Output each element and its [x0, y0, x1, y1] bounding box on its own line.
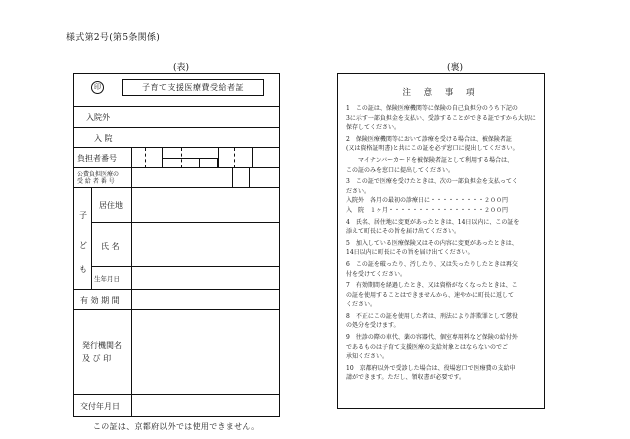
issue-date-row [74, 395, 279, 417]
back-side-label: (裏) [447, 63, 464, 73]
form-id: 様式第2号(第5条関係) [66, 33, 161, 43]
recipient-cell-divider [131, 168, 132, 188]
front-side-label: (表) [173, 63, 190, 73]
issuer-divider [131, 310, 132, 395]
inpatient-outside-row [74, 107, 279, 128]
name-label: 氏 名 [101, 242, 120, 251]
child-label-divider [131, 188, 132, 289]
card-title: 子育て支援医療費受給者証 [122, 79, 264, 96]
valid-period-divider [131, 290, 132, 310]
note-item: 8 不正にこの証を使用した者は、刑法により詐欺罪として懲役 の処分を受けます。 [346, 312, 518, 330]
child-info-group [74, 188, 279, 290]
payer-cell-divider [145, 148, 146, 168]
note-item: 4 氏名、居住地に変更があったときは、14日以内に、この証を 添えて町長にその旨を届け出てください。 [346, 218, 520, 236]
child-group-divider [91, 188, 92, 289]
payer-number-row [74, 148, 279, 168]
back-card [337, 73, 545, 409]
name-divider [91, 266, 279, 267]
valid-period-row [74, 290, 279, 310]
note-item: 10 京都府以外で受診した場合は、役場窓口で医療費の支給申 請ができます。ただし、領収書が必要です。 [346, 364, 516, 382]
issue-date-label: 交付年月日 [80, 402, 120, 411]
payer-cell-divider [234, 148, 235, 168]
notes-title: 注 意 事 項 [402, 88, 480, 98]
recipient-label-line2: 受 給 者 番 号 [77, 178, 115, 185]
note-item: 1 この証は、保険医療機関等に保険の自己負担分のうち下記の 3に示す一部負担金を支払い、受診することができる証ですから大切に保存してください。 [346, 105, 536, 132]
child-vertical-char: も [79, 265, 87, 274]
note-item: マイナンバーカードを被保険者証として利用する場合は、 この証のみを窓口に提出してください。 [346, 156, 514, 174]
title-row [74, 74, 279, 107]
birthdate-label: 生年月日 [94, 275, 120, 283]
note-item: 5 加入している医療保険又はその内容に変更があったときは、 14日以内に町長にその旨を届け出てください。 [346, 239, 518, 257]
issuer-row [74, 310, 279, 395]
address-label: 居住地 [99, 201, 123, 210]
recipient-box-segment [232, 168, 250, 188]
front-footnote: この証は、京都府以外では使用できません。 [93, 422, 260, 431]
issuer-label-line2: 及 び 印 [82, 354, 112, 363]
child-vertical-char: ど [79, 241, 87, 250]
issue-date-divider [131, 395, 132, 417]
child-vertical-char: 子 [79, 211, 87, 220]
payer-cell-divider [252, 148, 253, 168]
inpatient-row [74, 128, 279, 148]
note-item: 3 この証で医療を受けたときは、次の一部負担金を支払ってく ださい。 入院外 各月の最初の診療日に・・・・・・・・・２００円 入 院 １ヶ月・・・・・・・・・・・・・・・・２００円 [346, 178, 518, 214]
note-item: 6 この証を破ったり、汚したり、又は失ったりしたときは再交 付を受けてください。 [346, 260, 518, 278]
inpatient-label: 入 院 [94, 134, 113, 143]
note-item: 7 有効期間を経過したとき、又は資格がなくなったときは、こ の証を使用することはできませんから、速やかに町長に返して ください。 [346, 282, 518, 309]
valid-period-label: 有 効 期 間 [80, 296, 120, 305]
recipient-number-row [74, 168, 279, 188]
note-item: 2 保険医療機関等において診療を受ける場合は、被保険者証 (又は資格証明書)と共にこの証を必ず窓口に提出してください。 [346, 135, 519, 153]
recipient-label-line1: 公費負担医療の [77, 171, 120, 178]
notes-list [346, 104, 538, 383]
inpatient-outside-label: 入院外 [86, 113, 110, 122]
front-card [73, 73, 280, 417]
address-divider [91, 222, 279, 223]
issuer-label-line1: 発行機関名 [82, 341, 122, 350]
payer-box-segment [162, 158, 218, 168]
note-item: 9 往診の際の車代、薬の容器代、個室専用料など保険の給付外 であるものは子育て支援医療の支給対象とはならないのでご 承知ください。 [346, 334, 518, 361]
payer-cell-divider [131, 148, 132, 168]
payer-number-label: 負担者番号 [77, 154, 117, 163]
seal-mark: 印 [91, 81, 104, 94]
payer-cell-divider [218, 148, 219, 168]
